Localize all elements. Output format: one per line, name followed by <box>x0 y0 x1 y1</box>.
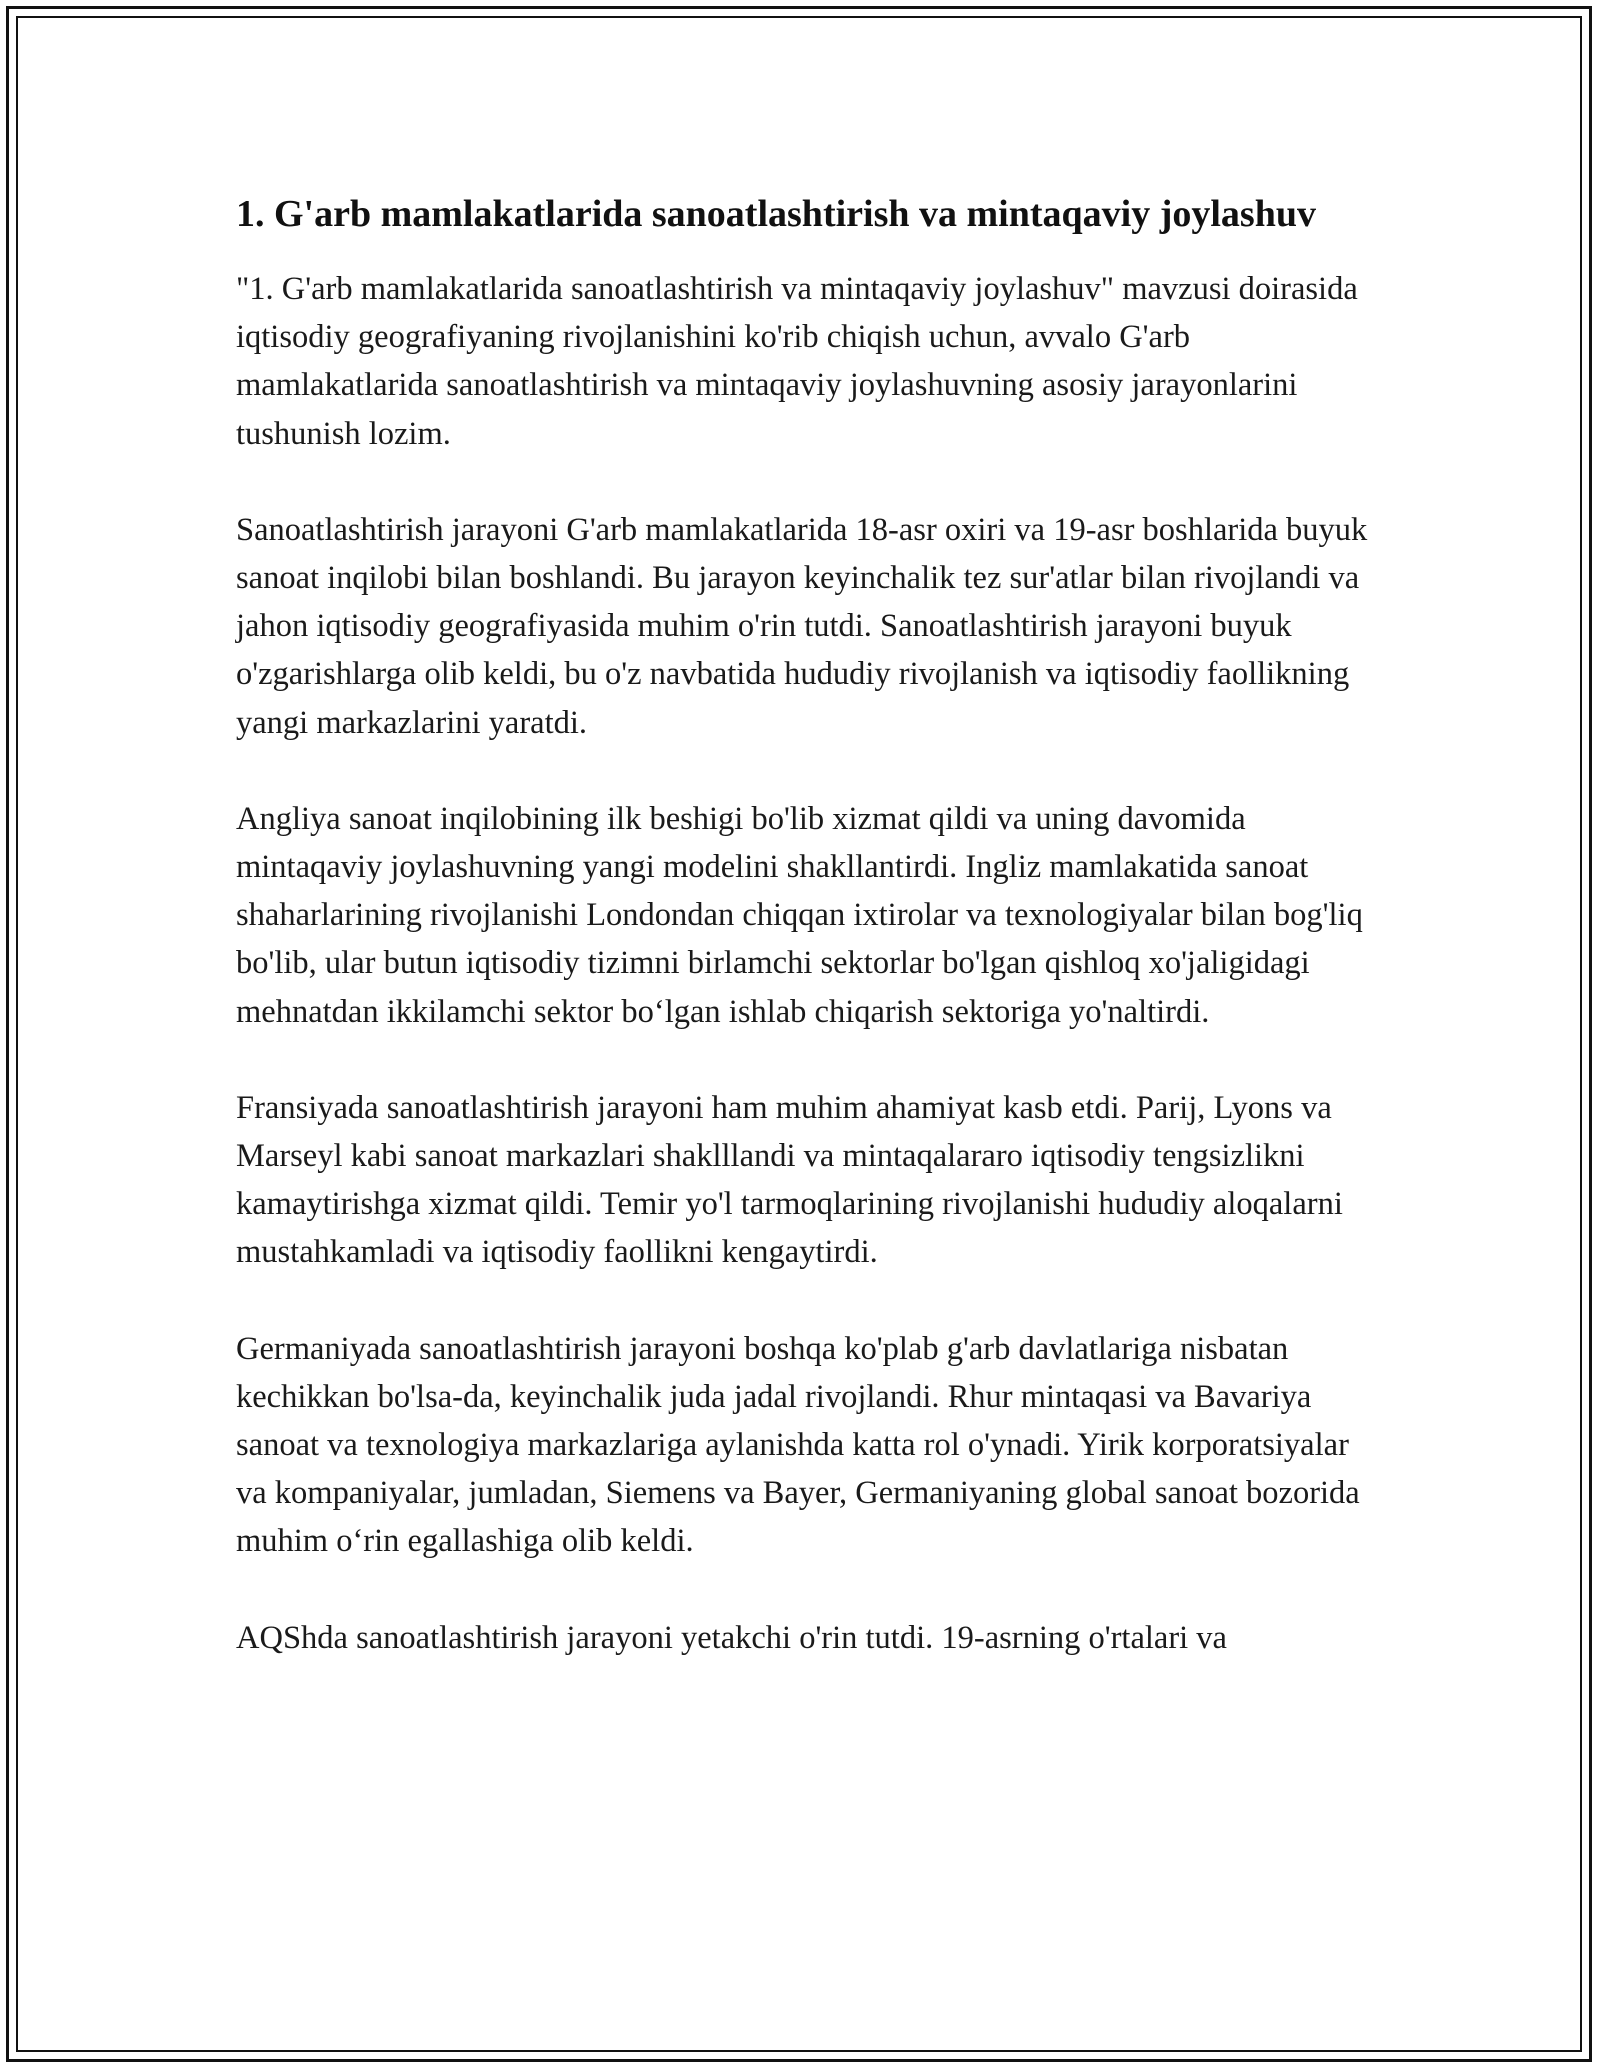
document-body <box>236 188 1386 1662</box>
paragraph-usa: AQShda sanoatlashtirish jarayoni yetakchi o'rin tutdi. 19-asrning o'rtalari va <box>236 1619 1227 1656</box>
document-title: 1. G'arb mamlakatlarida sanoatlashtirish va mintaqaviy joylashuv <box>236 193 1316 235</box>
paragraph-england: Angliya sanoat inqilobining ilk beshigi bo'lib xizmat qildi va uning davomida mintaqaviy joylashuvning yangi modelini shakllantirdi. Ingliz mamlakatida sanoat shaharlarining rivojlanishi Londondan chiqqan ixtirolar va texnologiyalar bilan bog'liq bo'lib, ular butun iqtisodiy tizimni birlamchi sektorlar bo'lgan qishloq xo'jaligidagi mehnatdan ikkilamchi sektor bo‘lgan ishlab chiqarish sektoriga yo'naltirdi. <box>236 800 1363 1030</box>
paragraph-intro: "1. G'arb mamlakatlarida sanoatlashtirish va mintaqaviy joylashuv" mavzusi doirasida iqtisodiy geografiyaning rivojlanishini ko'rib chiqish uchun, avvalo G'arb mamlakatlarida sanoatlashtirish va mintaqaviy joylashuvning asosiy jarayonlarini tushunish lozim. <box>236 271 1358 452</box>
paragraph-industrialization-start: Sanoatlashtirish jarayoni G'arb mamlakatlarida 18-asr oxiri va 19-asr boshlarida buyuk sanoat inqilobi bilan boshlandi. Bu jarayon keyinchalik tez sur'atlar bilan rivojlandi va jahon iqtisodiy geografiyasida muhim o'rin tutdi. Sanoatlashtirish jarayoni buyuk o'zgarishlarga olib keldi, bu o'z navbatida hududiy rivojlanish va iqtisodiy faollikning yangi markazlarini yaratdi. <box>236 511 1368 741</box>
paragraph-germany: Germaniyada sanoatlashtirish jarayoni boshqa ko'plab g'arb davlatlariga nisbatan kechikkan bo'lsa-da, keyinchalik juda jadal rivojlandi. Rhur mintaqasi va Bavariya sanoat va texnologiya markazlariga aylanishda katta rol o'ynadi. Yirik korporatsiyalar va kompaniyalar, jumladan, Siemens va Bayer, Germaniyaning global sanoat bozorida muhim o‘rin egallashiga olib keldi. <box>236 1330 1360 1560</box>
paragraph-france: Fransiyada sanoatlashtirish jarayoni ham muhim ahamiyat kasb etdi. Parij, Lyons va Marseyl kabi sanoat markazlari shaklllandi va mintaqalararo iqtisodiy tengsizlikni kamaytirishga xizmat qildi. Temir yo'l tarmoqlarining rivojlanishi hududiy aloqalarni mustahkamladi va iqtisodiy faollikni kengaytirdi. <box>236 1089 1343 1271</box>
